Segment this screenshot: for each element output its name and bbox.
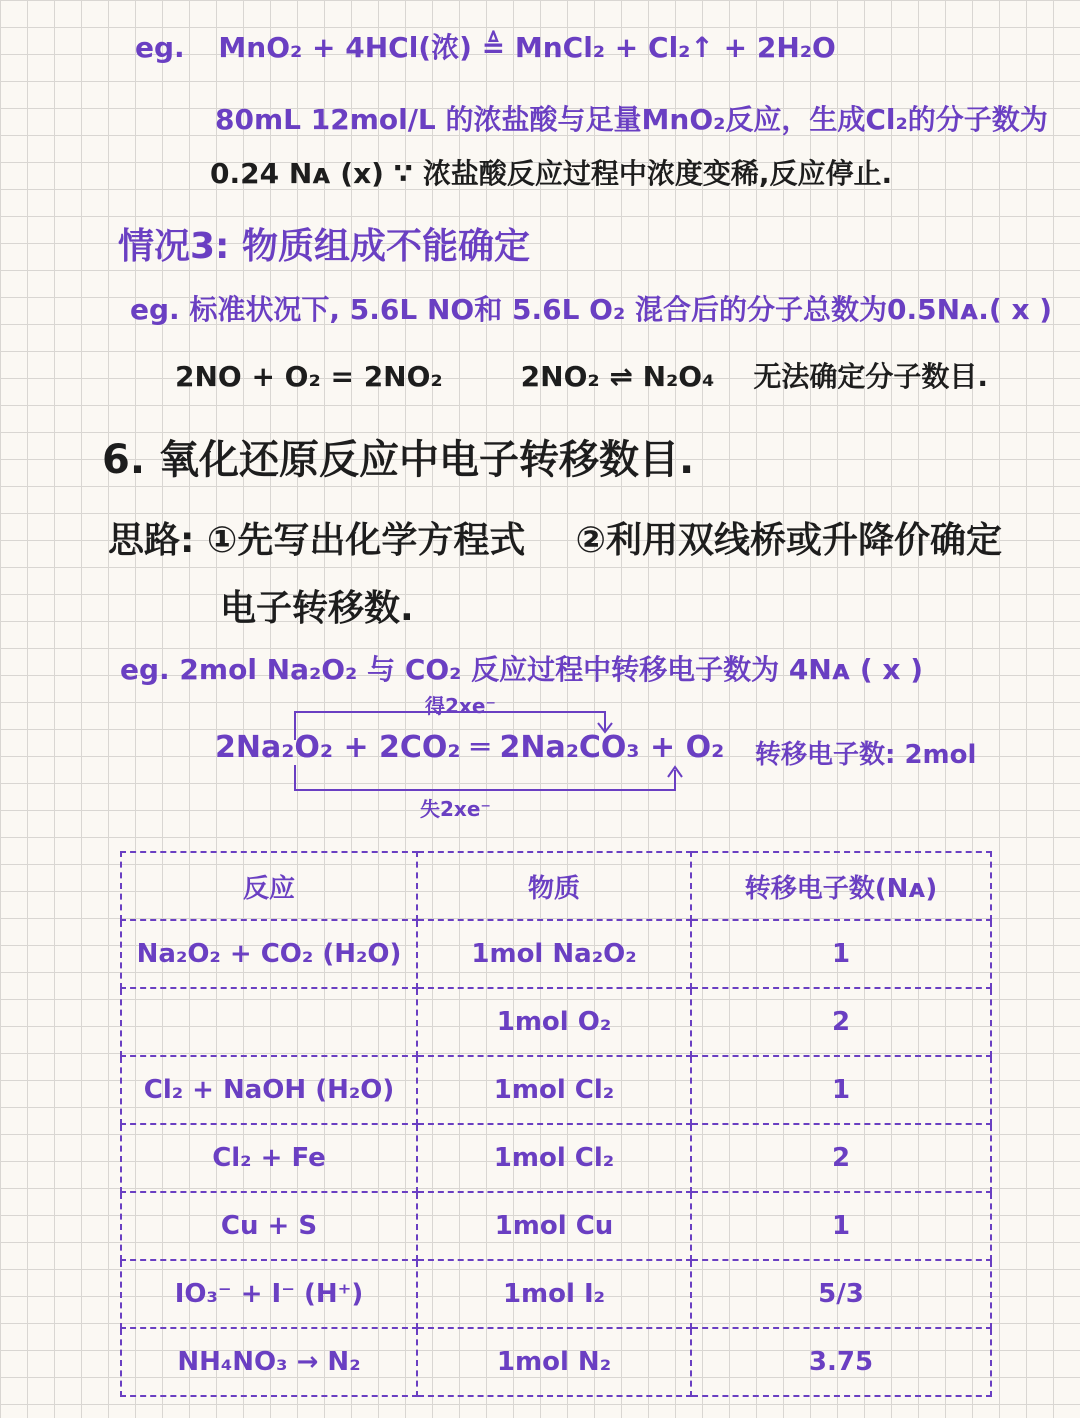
cell-reaction: NH₄NO₃ → N₂ xyxy=(121,1328,417,1396)
cell-reaction: Cl₂ + Fe xyxy=(121,1124,417,1192)
na2o2-co2-equation: 2Na₂O₂ + 2CO₂ ═ 2Na₂CO₃ + O₂ xyxy=(215,730,725,765)
cell-substance: 1mol Cl₂ xyxy=(417,1124,691,1192)
cell-substance: 1mol I₂ xyxy=(417,1260,691,1328)
header-reaction: 反应 xyxy=(121,852,417,920)
double-bridge-diagram xyxy=(215,690,1015,825)
table-row xyxy=(121,988,991,1056)
section6-idea-line2: 电子转移数. xyxy=(220,588,414,629)
cell-electrons: 1 xyxy=(691,1192,991,1260)
header-electrons: 转移电子数(Nᴀ) xyxy=(691,852,991,920)
table-row xyxy=(121,1124,991,1192)
section6-idea-line1: 思路: ①先写出化学方程式 ②利用双线桥或升降价确定 xyxy=(108,520,1003,561)
cell-reaction: Cu + S xyxy=(121,1192,417,1260)
cell-substance: 1mol Cl₂ xyxy=(417,1056,691,1124)
case3-example: eg. 标准状况下, 5.6L NO和 5.6L O₂ 混合后的分子总数为0.5Nᴀ.( x ) xyxy=(130,293,1053,326)
cell-substance: 1mol Cu xyxy=(417,1192,691,1260)
header-substance: 物质 xyxy=(417,852,691,920)
example1-text-line1: 80mL 12mol/L 的浓盐酸与足量MnO₂反应，生成Cl₂的分子数为 xyxy=(215,103,1048,136)
section6-title: 6. 氧化还原反应中电子转移数目. xyxy=(102,437,695,483)
table-header-row xyxy=(121,852,991,920)
cell-electrons: 2 xyxy=(691,1124,991,1192)
gain-electrons-label: 得2xe⁻ xyxy=(425,694,496,718)
case3-heading: 情况3: 物质组成不能确定 xyxy=(118,226,530,267)
cell-reaction: Cl₂ + NaOH (H₂O) xyxy=(121,1056,417,1124)
cell-substance: 1mol N₂ xyxy=(417,1328,691,1396)
cell-substance: 1mol Na₂O₂ xyxy=(417,920,691,988)
cell-electrons: 2 xyxy=(691,988,991,1056)
electron-transfer-table xyxy=(120,851,992,1397)
cell-reaction: IO₃⁻ + I⁻ (H⁺) xyxy=(121,1260,417,1328)
cell-substance: 1mol O₂ xyxy=(417,988,691,1056)
cell-electrons: 1 xyxy=(691,920,991,988)
table-row xyxy=(121,1260,991,1328)
cell-electrons: 5/3 xyxy=(691,1260,991,1328)
table-row xyxy=(121,1328,991,1396)
table-row xyxy=(121,920,991,988)
cell-electrons: 1 xyxy=(691,1056,991,1124)
mno2-hcl-equation: MnO₂ + 4HCl(浓) ≜ MnCl₂ + Cl₂↑ + 2H₂O xyxy=(218,31,836,64)
example2-text: eg. 2mol Na₂O₂ 与 CO₂ 反应过程中转移电子数为 4Nᴀ ( x ) xyxy=(120,653,923,686)
cell-reaction xyxy=(121,988,417,1056)
example-label: eg. xyxy=(135,31,185,64)
table-row xyxy=(121,1056,991,1124)
lose-electrons-label: 失2xe⁻ xyxy=(420,797,491,821)
cell-electrons: 3.75 xyxy=(691,1328,991,1396)
example1-equation-line xyxy=(135,26,836,66)
cell-reaction: Na₂O₂ + CO₂ (H₂O) xyxy=(121,920,417,988)
case3-reactions: 2NO + O₂ = 2NO₂ 2NO₂ ⇌ N₂O₄ 无法确定分子数目. xyxy=(175,360,988,393)
example1-text-line2: 0.24 Nᴀ (x) ∵ 浓盐酸反应过程中浓度变稀,反应停止. xyxy=(210,157,893,190)
table-row xyxy=(121,1192,991,1260)
transfer-count-note: 转移电子数: 2mol xyxy=(755,740,977,770)
